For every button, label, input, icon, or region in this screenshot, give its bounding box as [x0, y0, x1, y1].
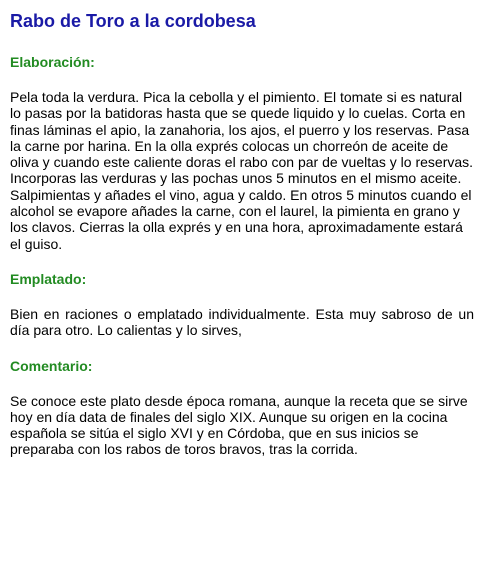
section-text-emplatado: Bien en raciones o emplatado individualmente. Esta muy sabroso de un día para otro. Lo calientas y lo sirves, — [10, 305, 474, 339]
section-emplatado — [10, 270, 474, 339]
section-text-elaboracion: Pela toda la verdura. Pica la cebolla y el pimiento. El tomate si es natural lo pasas por la batidoras hasta que se quede liquido y lo cuelas. Corta en finas láminas el apio, la zanahoria, los ajos, el puerro y los reservas. Pasa la carne por harina. En la olla exprés colocas un chorreón de aceite de oliva y cuando este caliente doras el rabo con par de vueltas y lo reservas. Incorporas las verduras y las pochas unos 5 minutos en el mismo aceite. Salpimientas y añades el vino, agua y caldo. En otros 5 minutos cuando el alcohol se evapore añades la carne, con el laurel, la pimienta en grano y los clavos. Cierras la olla exprés y en una hora, aproximadamente estará el guiso. — [10, 89, 474, 252]
section-heading-comentario: Comentario: — [10, 357, 93, 374]
section-heading-elaboracion: Elaboración: — [10, 54, 95, 70]
section-heading-emplatado: Emplatado: — [10, 270, 87, 287]
section-elaboracion — [10, 53, 474, 252]
section-comentario — [10, 357, 474, 458]
recipe-title: Rabo de Toro a la cordobesa — [10, 11, 256, 31]
section-text-comentario: Se conoce este plato desde época romana, aunque la receta que se sirve hoy en día data de finales del siglo XIX. Aunque su origen en la cocina española se sitúa el siglo XVI y en Córdoba, que en sus inicios se preparaba con los rabos de toros bravos, tras la corrida. — [10, 392, 468, 458]
